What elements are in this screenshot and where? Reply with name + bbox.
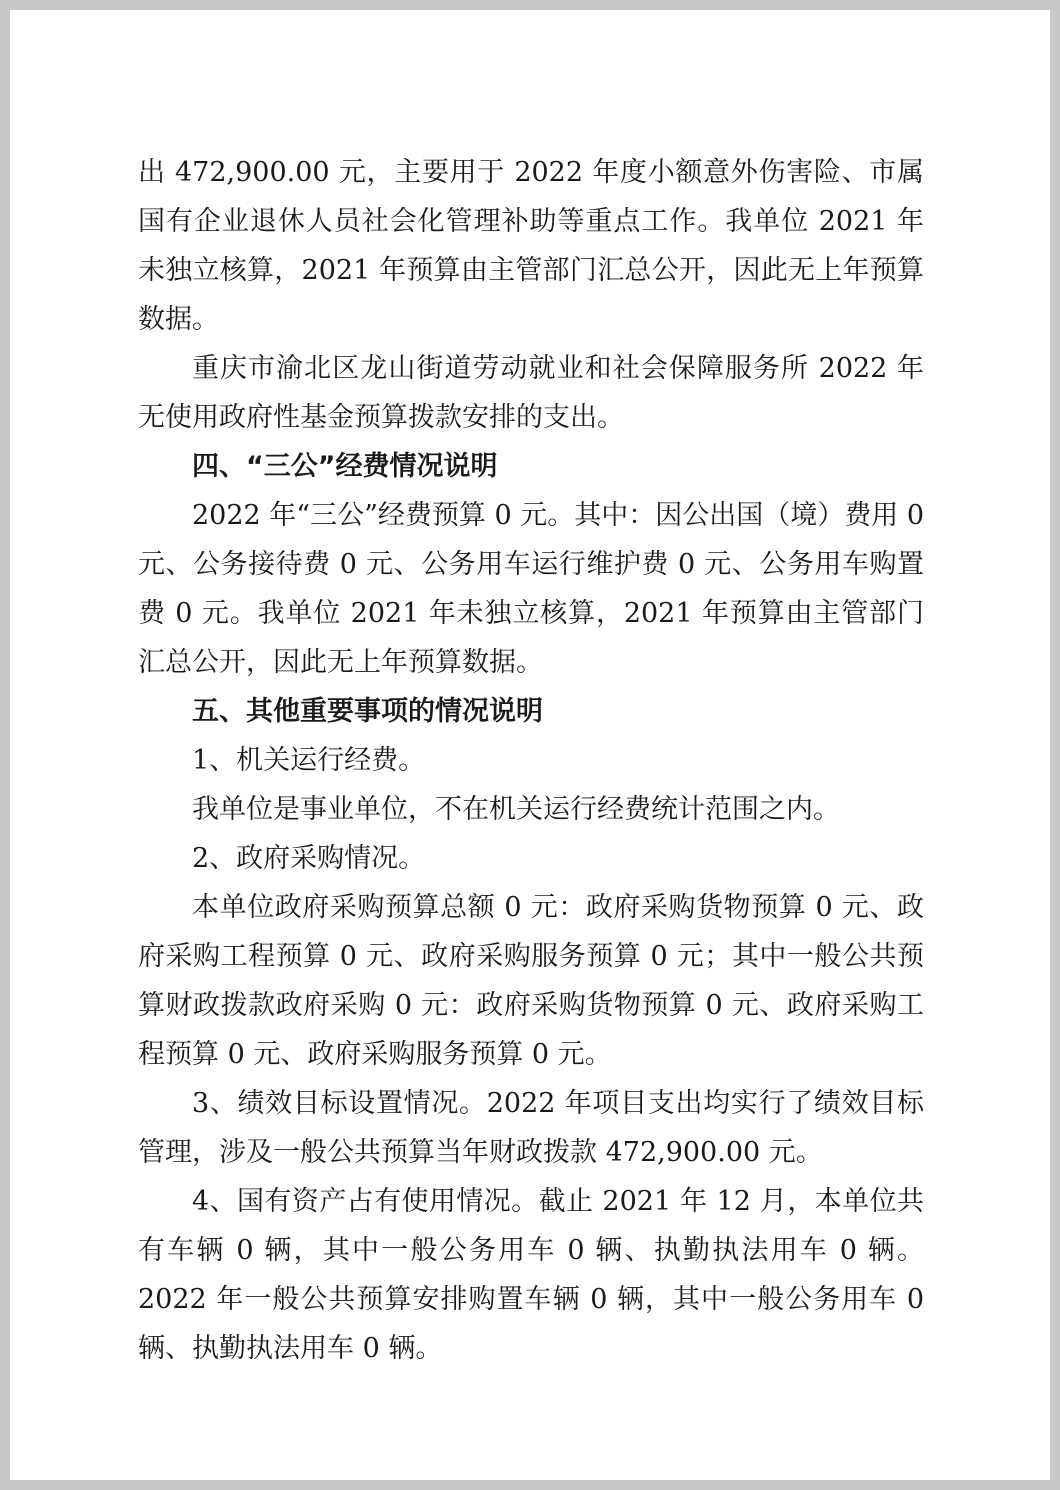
section-heading-other-matters: 五、其他重要事项的情况说明 <box>192 696 543 727</box>
paragraph-performance-targets: 3、绩效目标设置情况。2022 年项目支出均实行了绩效目标管理，涉及一般公共预算当年财政拨款 472,900.00 元。 <box>138 1088 924 1168</box>
paragraph-three-public-expenses: 2022 年“三公”经费预算 0 元。其中：因公出国（境）费用 0 元、公务接待费 0 元、公务用车运行维护费 0 元、公务用车购置费 0 元。我单位 2021 年未独立核算，2021 年预算由主管部门汇总公开，因此无上年预算数据。 <box>138 500 925 678</box>
document-page <box>10 10 1050 1480</box>
section-heading-three-public: 四、“三公”经费情况说明 <box>192 451 498 482</box>
paragraph-budget-expenditure: 出 472,900.00 元，主要用于 2022 年度小额意外伤害险、市属国有企业退休人员社会化管理补助等重点工作。我单位 2021 年未独立核算，2021 年预算由主管部门汇总公开，因此无上年预算数据。 <box>138 157 924 335</box>
document-body <box>138 148 924 1373</box>
paragraph-operating-expenses: 我单位是事业单位，不在机关运行经费统计范围之内。 <box>192 794 840 825</box>
item-title-procurement: 2、政府采购情况。 <box>192 843 426 874</box>
paragraph-government-fund: 重庆市渝北区龙山街道劳动就业和社会保障服务所 2022 年无使用政府性基金预算拨款安排的支出。 <box>138 353 924 433</box>
item-title-operating-expenses: 1、机关运行经费。 <box>192 745 426 776</box>
paragraph-state-assets: 4、国有资产占有使用情况。截止 2021 年 12 月，本单位共有车辆 0 辆，其中一般公务用车 0 辆、执勤执法用车 0 辆。2022 年一般公共预算安排购置车辆 0 辆，其中一般公务用车 0 辆、执勤执法用车 0 辆。 <box>138 1186 924 1364</box>
paragraph-procurement: 本单位政府采购预算总额 0 元：政府采购货物预算 0 元、政府采购工程预算 0 元、政府采购服务预算 0 元；其中一般公共预算财政拨款政府采购 0 元：政府采购货物预算 0 元、政府采购工程预算 0 元、政府采购服务预算 0 元。 <box>138 892 924 1070</box>
